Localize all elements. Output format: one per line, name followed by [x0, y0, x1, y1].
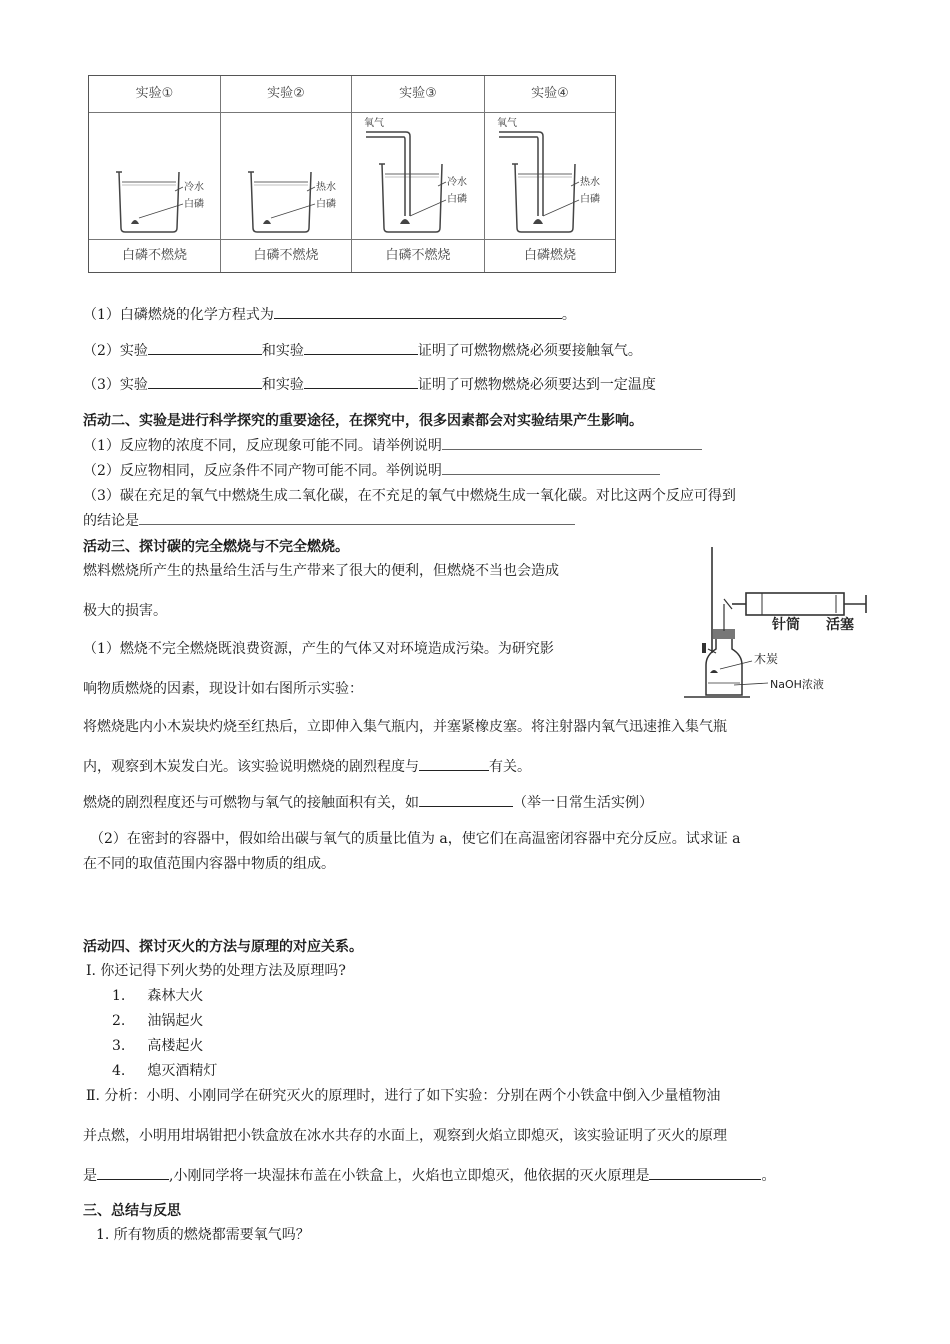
- answer-blank-example[interactable]: [419, 792, 513, 807]
- activity-2-line-4-text: 的结论是: [83, 513, 139, 529]
- cold-water-label-1: 冷水: [184, 182, 204, 193]
- experiment-2-result: 白磷不燃烧: [221, 239, 351, 272]
- question-1-2: [83, 340, 642, 360]
- activity-2-line-1-text: （1）反应物的浓度不同，反应现象可能不同。请举例说明: [83, 438, 442, 454]
- experiment-1-result: 白磷不燃烧: [89, 239, 220, 272]
- activity-4-analysis-3-start: 是: [83, 1168, 97, 1184]
- charcoal-label: 木炭: [754, 652, 779, 666]
- experiment-3: [351, 76, 484, 272]
- list-item: [112, 1010, 203, 1030]
- activity-3-para-6: [83, 756, 531, 776]
- activity-4-title: 活动四、探讨灭火的方法与原理的对应关系。: [83, 939, 363, 955]
- beaker-diagram-1: [89, 112, 220, 240]
- experiment-3-header: 实验③: [352, 76, 484, 113]
- beaker-diagram-4: [485, 112, 615, 240]
- experiment-3-result: 白磷不燃烧: [352, 239, 484, 272]
- answer-blank-principle-2[interactable]: [649, 1165, 761, 1180]
- activity-2-line-2-text: （2）反应物相同，反应条件不同产物可能不同。举例说明: [83, 463, 442, 479]
- experiment-1-header: 实验①: [89, 76, 220, 113]
- apparatus-figure: [680, 545, 870, 705]
- white-phosphorus-label-1: 白磷: [184, 199, 204, 210]
- activity-3-para-3: （1）燃烧不完全燃烧既浪费资源，产生的气体又对环境造成污染。为研究影: [83, 641, 554, 657]
- list-item: [112, 985, 203, 1005]
- summary-question-1: 1. 所有物质的燃烧都需要氧气吗？: [96, 1227, 310, 1243]
- activity-2-line-1: [83, 435, 702, 455]
- answer-blank-conclusion[interactable]: [139, 510, 575, 525]
- summary-title: 三、总结与反思: [83, 1203, 181, 1219]
- activity-3-para-9: 在不同的取值范围内容器中物质的组成。: [83, 856, 335, 872]
- hot-water-label-2: 热水: [316, 182, 336, 193]
- question-1-3-part-c: 证明了可燃物燃烧必须要达到一定温度: [417, 377, 656, 393]
- activity-4-analysis-1: Ⅱ. 分析：小明、小刚同学在研究灭火的原理时，进行了如下实验：分别在两个小铁盒中倒入少量植物油: [86, 1088, 721, 1104]
- question-1-2-part-b: 和实验: [261, 343, 304, 359]
- list-item-number: 4.: [112, 1063, 126, 1079]
- activity-3-para-7: [83, 792, 653, 812]
- question-1-1-text: （1）白磷燃烧的化学方程式为: [83, 307, 274, 323]
- activity-2-line-3: （3）碳在充足的氧气中燃烧生成二氧化碳，在不充足的氧气中燃烧生成一氧化碳。对比这两个反应可得到: [83, 488, 736, 504]
- answer-blank-exp-d[interactable]: [304, 374, 418, 389]
- oxygen-label-4: 氧气: [497, 118, 517, 129]
- activity-4-analysis-2: 并点燃，小明用坩埚钳把小铁盒放在冰水共存的水面上，观察到火焰立即熄灭，该实验证明了灭火的原理: [83, 1128, 727, 1144]
- activity-3-para-1: 燃料燃烧所产生的热量给生活与生产带来了很大的便利，但燃烧不当也会造成: [83, 563, 559, 579]
- syringe-label: 针筒: [772, 617, 800, 633]
- experiment-4-result: 白磷燃烧: [485, 239, 615, 272]
- list-item-text: 熄灭酒精灯: [147, 1063, 218, 1079]
- cold-water-label-3: 冷水: [447, 177, 467, 188]
- question-1-3: [83, 374, 656, 394]
- answer-blank-equation[interactable]: [274, 304, 562, 319]
- activity-2-line-4: [83, 510, 575, 530]
- activity-3-para-2: 极大的损害。: [83, 603, 167, 619]
- activity-3-para-6-text: 内，观察到木炭发白光。该实验说明燃烧的剧烈程度与: [83, 759, 419, 775]
- experiment-table: [88, 75, 616, 273]
- activity-2-title: 活动二、实验是进行科学探究的重要途径，在探究中，很多因素都会对实验结果产生影响。: [83, 413, 643, 429]
- question-1-3-part-b: 和实验: [261, 377, 304, 393]
- list-item-text: 高楼起火: [147, 1038, 204, 1054]
- experiment-4-header: 实验④: [485, 76, 615, 113]
- answer-blank-principle-1[interactable]: [97, 1165, 169, 1180]
- experiment-4: [484, 76, 615, 272]
- activity-3-para-7-text: 燃烧的剧烈程度还与可燃物与氧气的接触面积有关，如: [83, 795, 419, 811]
- question-1-2-part-c: 证明了可燃物燃烧必须要接触氧气。: [417, 343, 642, 359]
- experiment-2-header: 实验②: [221, 76, 351, 113]
- activity-3-para-5: 将燃烧匙内小木炭块灼烧至红热后，立即伸入集气瓶内，并塞紧橡皮塞。将注射器内氧气迅速推入集气瓶: [83, 719, 727, 735]
- activity-2-line-2: [83, 460, 660, 480]
- answer-blank-exp-a[interactable]: [148, 340, 262, 355]
- oxygen-label-3: 氧气: [364, 118, 384, 129]
- answer-blank-conditions[interactable]: [442, 460, 660, 475]
- answer-blank-exp-c[interactable]: [148, 374, 262, 389]
- white-phosphorus-label-3: 白磷: [447, 194, 467, 205]
- question-1-2-part-a: （2）实验: [83, 343, 148, 359]
- beaker-diagram-2: [221, 112, 351, 240]
- activity-4-analysis-3-text: ,小刚同学将一块湿抹布盖在小铁盒上，火焰也立即熄灭，他依据的灭火原理是: [169, 1168, 650, 1184]
- activity-3-para-6-end: 有关。: [489, 759, 531, 775]
- experiment-2: [220, 76, 351, 272]
- activity-3-para-4: 响物质燃烧的因素，现设计如右图所示实验：: [83, 681, 363, 697]
- activity-4-analysis-3-end: 。: [761, 1168, 776, 1184]
- list-item-text: 森林大火: [147, 988, 204, 1004]
- activity-4-question: Ⅰ. 你还记得下列火势的处理方法及原理吗?: [86, 963, 346, 979]
- activity-4-analysis-3: [83, 1165, 775, 1185]
- answer-blank-concentration[interactable]: [442, 435, 702, 450]
- question-1-3-part-a: （3）实验: [83, 377, 148, 393]
- experiment-1: [89, 76, 220, 272]
- naoh-label: NaOH浓液: [770, 678, 824, 691]
- question-1-1: [83, 304, 576, 324]
- list-item: [112, 1060, 217, 1080]
- list-item-number: 2.: [112, 1013, 126, 1029]
- beaker-diagram-3: [352, 112, 484, 240]
- question-1-1-end: 。: [561, 307, 576, 323]
- list-item-number: 3.: [112, 1038, 126, 1054]
- list-item-number: 1.: [112, 988, 126, 1004]
- list-item: [112, 1035, 203, 1055]
- piston-label: 活塞: [826, 617, 854, 633]
- activity-3-para-8: （2）在密封的容器中，假如给出碳与氧气的质量比值为 a，使它们在高温密闭容器中充分反应。试求证 a: [90, 831, 741, 847]
- activity-3-title: 活动三、探讨碳的完全燃烧与不完全燃烧。: [83, 539, 349, 555]
- answer-blank-intensity[interactable]: [419, 756, 489, 771]
- answer-blank-exp-b[interactable]: [304, 340, 418, 355]
- white-phosphorus-label-2: 白磷: [316, 199, 336, 210]
- white-phosphorus-label-4: 白磷: [580, 194, 600, 205]
- hot-water-label-4: 热水: [580, 177, 600, 188]
- list-item-text: 油锅起火: [147, 1013, 204, 1029]
- activity-3-para-7-end: （举一日常生活实例）: [513, 795, 653, 811]
